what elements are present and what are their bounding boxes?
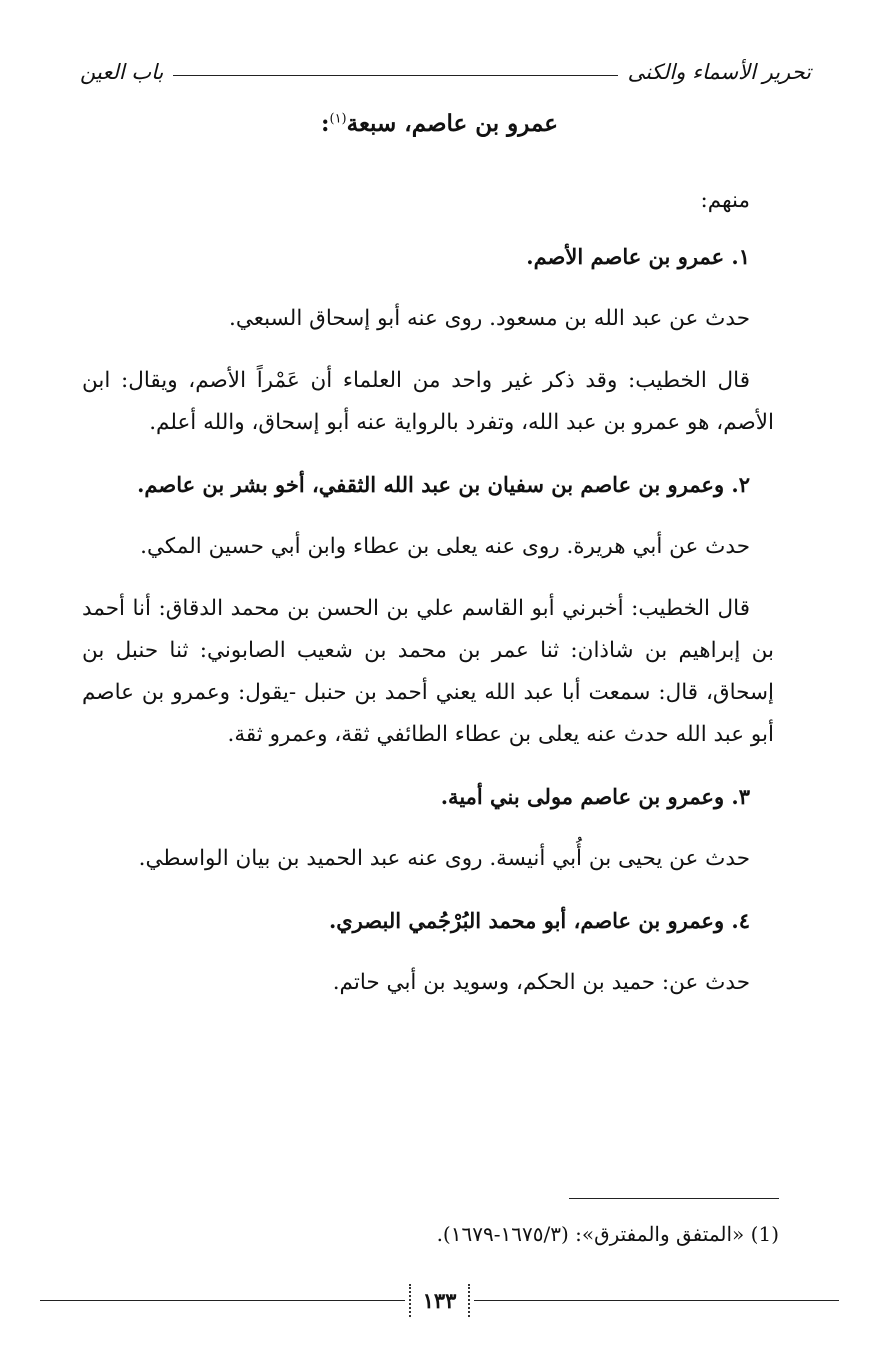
entry-2-paragraph-2: قال الخطيب: أخبرني أبو القاسم علي بن الحسن بن محمد الدقاق: أنا أحمد بن إبراهيم بن شاذان: ثنا عمر بن محمد بن شعيب الصابوني: ثنا حنبل بن إسحاق، قال: سمعت أبا عبد الله يعني أحمد بن حنبل -يقول: وعمرو بن عاصم أبو عبد الله حدث عنه يعلى بن عطاء الطائفي ثقة، وعمرو ثقة.: [82, 596, 774, 747]
page-footer: [40, 1278, 839, 1322]
entry-2-paragraph-1: حدث عن أبي هريرة. روى عنه يعلى بن عطاء وابن أبي حسين المكي.: [140, 534, 750, 559]
running-header: [80, 52, 811, 92]
footnote-separator: [569, 1198, 779, 1199]
footnote: (1) «المتفق والمفترق»: (١٦٧٥/٣-١٦٧٩).: [436, 1222, 779, 1246]
entry-4-paragraph-1: حدث عن: حميد بن الحكم، وسويد بن أبي حاتم.: [332, 970, 750, 995]
chapter-name: باب العين: [80, 60, 164, 84]
entry-2-heading: ٢. وعمرو بن عاصم بن سفيان بن عبد الله الثقفي، أخو بشر بن عاصم.: [137, 472, 750, 497]
header-rule: [173, 75, 617, 76]
footer-rule-left: [40, 1300, 405, 1301]
entry-3-heading: ٣. وعمرو بن عاصم مولى بني أمية.: [440, 784, 750, 809]
book-title: تحرير الأسماء والكنى: [627, 60, 811, 84]
entry-1-heading: ١. عمرو بن عاصم الأصم.: [526, 244, 750, 269]
intro-paragraph: منهم:: [700, 188, 750, 213]
page-number: ١٣٣: [409, 1284, 471, 1317]
section-title-colon: :: [320, 110, 330, 137]
section-title: [0, 110, 879, 137]
section-title-text: عمرو بن عاصم، سبعة: [346, 110, 559, 137]
body-text: [82, 180, 774, 1024]
footer-rule-right: [474, 1300, 839, 1301]
entry-1-paragraph-2: قال الخطيب: وقد ذكر غير واحد من العلماء أن عَمْراً الأصم، ويقال: ابن الأصم، هو عمرو بن عبد الله، وتفرد بالرواية عنه أبو إسحاق، والله أعلم.: [82, 368, 774, 435]
entry-4-heading: ٤. وعمرو بن عاصم، أبو محمد البُرْجُمي البصري.: [328, 908, 750, 933]
entry-3-paragraph-1: حدث عن يحيى بن أُبي أنيسة. روى عنه عبد الحميد بن بيان الواسطي.: [138, 846, 750, 871]
entry-1-paragraph-1: حدث عن عبد الله بن مسعود. روى عنه أبو إسحاق السبعي.: [229, 306, 750, 331]
footnote-mark: (١): [329, 111, 347, 127]
